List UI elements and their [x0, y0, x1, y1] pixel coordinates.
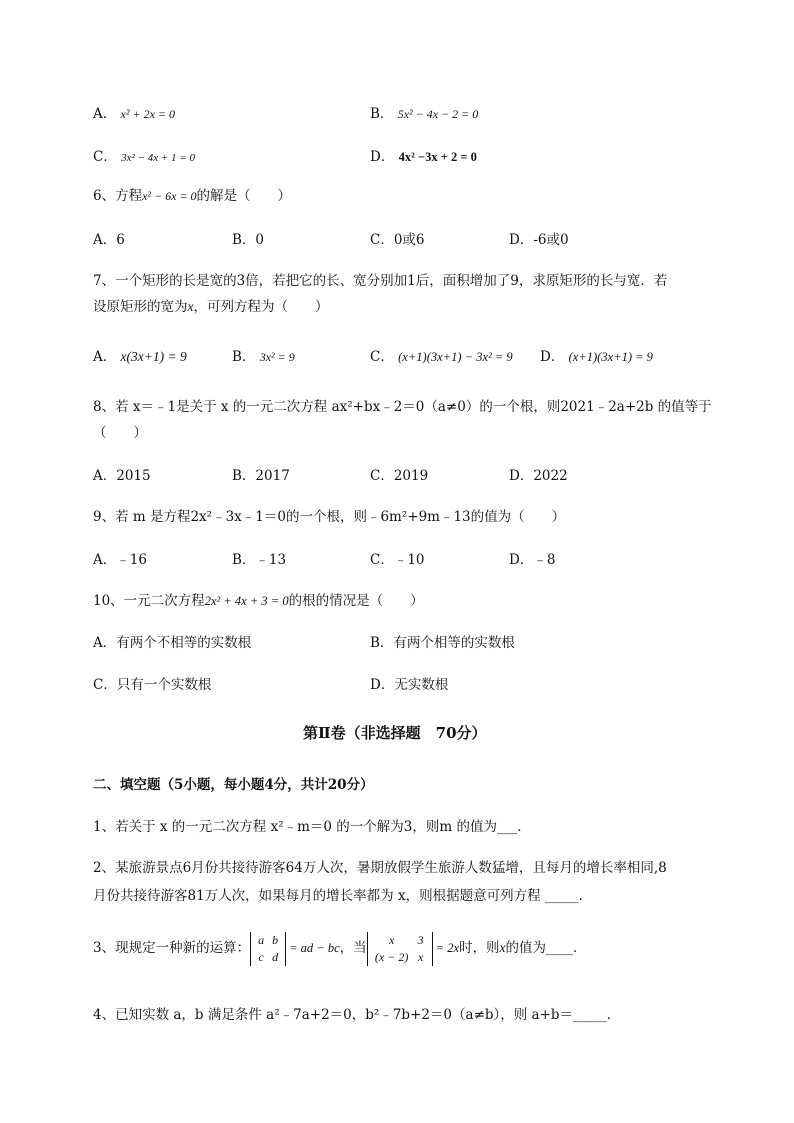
det-cell: 3 — [417, 932, 424, 947]
math-expression: = 2x — [435, 941, 459, 955]
q10-stem — [93, 589, 424, 609]
option-label: C． — [93, 149, 117, 165]
q10-option-c: C．只有一个实数根 — [93, 677, 212, 693]
math-expression: 3x² = 9 — [259, 350, 295, 364]
stem-text: 的根的情况是（ ） — [288, 593, 424, 609]
fill-question-4: 4、已知实数 a，b 满足条件 a²﹣7a+2＝0，b²﹣7b+2＝0（a≠b），则 a+b＝_____． — [93, 1007, 621, 1023]
stem-text: 10、一元二次方程 — [93, 593, 205, 609]
math-expression: 3x² − 4x + 1 = 0 — [121, 152, 195, 164]
math-expression: x(3x+1) = 9 — [120, 349, 187, 364]
q7-option-b — [232, 345, 295, 365]
option-label: C． — [370, 349, 394, 365]
math-variable: x — [187, 299, 194, 314]
q10-option-d: D．无实数根 — [370, 677, 449, 693]
determinant-x — [367, 932, 433, 966]
stem-text: 的值为____． — [505, 940, 587, 956]
math-expression: 2x² + 4x + 3 = 0 — [204, 594, 289, 608]
math-expression: (x+1)(3x+1) = 9 — [568, 350, 653, 364]
det-cell: b — [272, 932, 279, 947]
q5-option-d — [370, 145, 477, 165]
det-cell: x — [388, 932, 395, 947]
stem-text: 6、方程 — [93, 188, 143, 204]
q6-option-a: A．6 — [93, 232, 125, 248]
q7-stem-line1: 7、一个矩形的长是宽的3倍，若把它的长、宽分别加1后，面积增加了9，求原矩形的长与宽．若 — [93, 273, 668, 289]
q7-option-a — [93, 345, 187, 365]
q8-option-d: D．2022 — [509, 468, 568, 484]
stem-text: 的解是（ ） — [196, 188, 292, 204]
stem-text: ，当 — [339, 940, 367, 956]
q8-option-b: B．2017 — [232, 468, 290, 484]
stem-text: 设原矩形的宽为 — [93, 299, 188, 315]
math-expression: x² − 6x = 0 — [142, 189, 197, 203]
math-expression: x² + 2x = 0 — [120, 107, 175, 121]
det-cell: a — [258, 932, 265, 947]
math-variable: x — [499, 940, 506, 955]
det-cell: d — [272, 949, 279, 964]
option-label: A． — [93, 349, 117, 365]
stem-text: 3、现规定一种新的运算： — [93, 940, 251, 956]
stem-text: 时，则 — [459, 940, 500, 956]
q8-option-a: A．2015 — [93, 468, 151, 484]
q8-stem-line1: 8、若 x＝﹣1是关于 x 的一元二次方程 ax²+bx﹣2＝0（a≠0）的一个根，则2021﹣2a+2b 的值等于 — [93, 399, 712, 415]
q10-option-b: B．有两个相等的实数根 — [370, 635, 515, 651]
q9-option-d: D．﹣8 — [509, 552, 556, 568]
q6-stem — [93, 184, 291, 204]
math-expression: (x+1)(3x+1) − 3x² = 9 — [398, 350, 513, 364]
q8-option-c: C．2019 — [370, 468, 429, 484]
fill-question-3 — [93, 930, 587, 966]
math-expression: 5x² − 4x − 2 = 0 — [397, 107, 479, 121]
det-cell: x — [417, 949, 424, 964]
q5-option-a — [93, 102, 175, 122]
q7-option-d — [540, 345, 653, 365]
q6-option-c: C．0或6 — [370, 232, 425, 248]
option-label: D． — [540, 349, 565, 365]
determinant-abcd — [250, 932, 286, 966]
stem-text: ，可列方程为（ ） — [193, 299, 329, 315]
fill-blank-section-heading: 二、填空题（5小题，每小题4分，共计20分） — [93, 777, 374, 793]
fill-question-1: 1、若关于 x 的一元二次方程 x²﹣m＝0 的一个解为3，则m 的值为___． — [93, 819, 531, 835]
fill-question-2-line2: 月份共接待游客81万人次，如果每月的增长率都为 x，则根据题意可列方程 _____． — [93, 888, 593, 904]
math-expression: = ad − bc — [289, 941, 340, 955]
fill-question-2-line1: 2、某旅游景点6月份共接待游客64万人次，暑期放假学生旅游人数猛增，且每月的增长率相同,8 — [93, 860, 667, 876]
q5-option-b — [370, 102, 478, 122]
q9-stem: 9、若 m 是方程2x²﹣3x﹣1＝0的一个根，则﹣6m²+9m﹣13的值为（ ） — [93, 509, 566, 525]
option-label: D． — [370, 149, 395, 165]
q6-option-b: B．0 — [232, 232, 265, 248]
q9-option-c: C．﹣10 — [370, 552, 425, 568]
q10-option-a: A．有两个不相等的实数根 — [93, 635, 252, 651]
q8-stem-line2: （ ） — [93, 425, 147, 441]
q9-option-a: A．﹣16 — [93, 552, 147, 568]
q6-option-d: D．-6或0 — [509, 232, 569, 248]
q7-option-c — [370, 345, 513, 365]
q7-stem-line2 — [93, 295, 329, 315]
det-cell: (x − 2) — [374, 949, 409, 964]
option-label: B． — [370, 106, 394, 122]
q9-option-b: B．﹣13 — [232, 552, 287, 568]
math-expression: 4x² −3x + 2 = 0 — [398, 150, 477, 164]
det-cell: c — [258, 949, 264, 964]
part-two-title: 第Ⅱ卷（非选择题 70分） — [303, 724, 487, 742]
q5-option-c — [93, 145, 195, 165]
option-label: A． — [93, 106, 117, 122]
option-label: B． — [232, 349, 256, 365]
